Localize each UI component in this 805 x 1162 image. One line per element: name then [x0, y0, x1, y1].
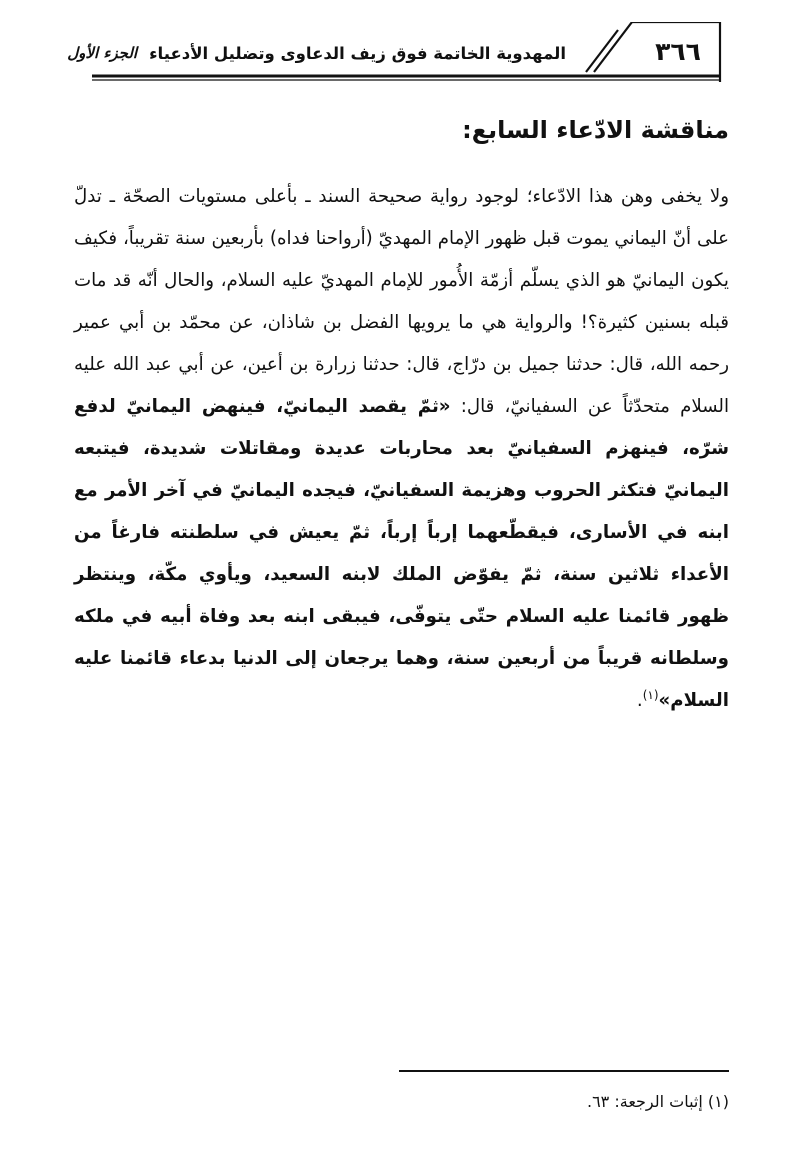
page-number: ٣٦٦	[655, 36, 701, 66]
section-heading: مناقشة الادّعاء السابع:	[462, 116, 729, 144]
running-title-text: المهدوية الخاتمة فوق زيف الدعاوى وتضليل الأدعياء	[149, 43, 566, 63]
running-title	[67, 38, 566, 68]
body-paragraph	[74, 176, 729, 722]
hadith-quote: «ثمّ يقصد اليمانيّ، فينهض اليمانيّ لدفع شرّه، فينهزم السفيانيّ بعد محاربات عديدة ومقاتلات شديدة، فيتبعه اليمانيّ فتكثر الحروب وهزيمة السفيانيّ، فيجده اليمانيّ في آخر الأمر مع ابنه في الأسارى، فيقطّعهما إرباً إرباً، ثمّ يعيش في سلطنته فارغاً من الأعداء ثلاثين سنة، ثمّ يفوّض الملك لابنه السعيد، ويأوي مكّة، وينتظر ظهور قائمنا عليه السلام حتّى يتوفّى، فيبقى ابنه بعد وفاة أبيه في ملكه وسلطانه قريباً من أربعين سنة، وهما يرجعان إلى الدنيا بدعاء قائمنا عليه السلام»	[74, 396, 729, 711]
page-header	[67, 22, 734, 82]
footnote-item: (١) إثبات الرجعة: ٦٣.	[586, 1092, 729, 1111]
footnote-divider	[399, 1070, 729, 1072]
volume-label: الجزء الأول	[67, 44, 138, 62]
body-end: .	[636, 690, 643, 711]
footnote-reference[interactable]: (١)	[642, 687, 659, 702]
body-intro: ولا يخفى وهن هذا الادّعاء؛ لوجود رواية صحيحة السند ـ بأعلى مستويات الصحّة ـ تدلّ على أنّ اليماني يموت قبل ظهور الإمام المهديّ (أرواحنا فداه) بأربعين سنة تقريباً، فكيف يكون اليمانيّ هو الذي يسلّم أزمّة الأُمور للإمام المهديّ عليه السلام، والحال أنّه قد مات قبله بسنين كثيرة؟! والرواية هي ما يرويها الفضل بن شاذان، عن محمّد بن أبي عمير رحمه الله، قال: حدثنا جميل بن درّاج، قال: حدثنا زرارة بن أعين، عن أبي عبد الله عليه السلام متحدّثاً عن السفيانيّ، قال:	[74, 186, 730, 417]
